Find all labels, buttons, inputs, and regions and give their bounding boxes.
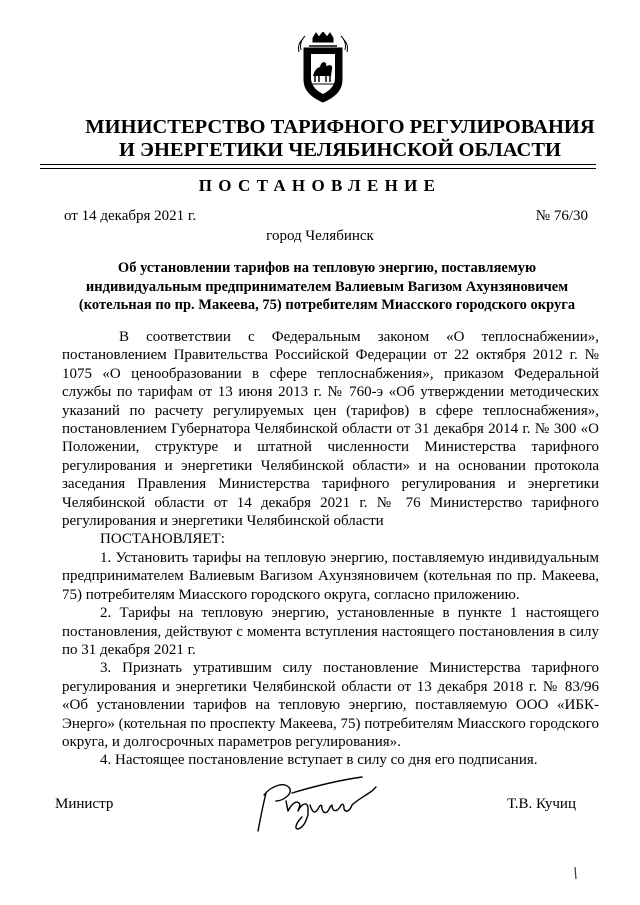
ministry-name-line2: И ЭНЕРГЕТИКИ ЧЕЛЯБИНСКОЙ ОБЛАСТИ (118, 139, 561, 161)
document-type: ПОСТАНОВЛЕНИЕ (198, 176, 442, 195)
ministry-name-line1: МИНИСТЕРСТВО ТАРИФНОГО РЕГУЛИРОВАНИЯ (85, 116, 595, 138)
scan-mark-icon (573, 866, 578, 880)
signatory-name: Т.В. Кучиц (507, 796, 576, 812)
signatory-role: Министр (55, 796, 114, 812)
decree-item-4: 4. Настоящее постановление вступает в силу со дня его подписания. (100, 752, 538, 769)
document-body (62, 328, 599, 770)
subject-line3: (котельная по пр. Макеева, 75) потребителям Миасского городского округа (78, 297, 576, 313)
document-date: от 14 декабря 2021 г. (64, 208, 197, 224)
header-divider-thin (40, 168, 596, 169)
ministry-name (60, 116, 620, 162)
document-subject (62, 259, 592, 315)
subject-line1: Об установлении тарифов на тепловую энергию, поставляемую (117, 260, 537, 276)
header-divider (40, 164, 596, 165)
subject-line2: индивидуальным предпринимателем Валиевым Вагизом Ахунзяновичем (85, 278, 569, 295)
handwritten-signature-icon (252, 771, 392, 833)
decree-item-1: 1. Установить тарифы на тепловую энергию, поставляемую индивидуальным предпринимателем Валиевым Вагизом Ахунзяновичем (котельная по пр. Макеева, 75) потребителям Миасского городского округа, согласно приложению. (62, 549, 599, 603)
document-city: город Челябинск (266, 228, 374, 244)
decree-word: ПОСТАНОВЛЯЕТ: (100, 531, 225, 548)
decree-item-3: 3. Признать утратившим силу постановление Министерства тарифного регулирования и энергетики Челябинской области от 13 декабря 2018 г. № 83/96 «Об установлении тарифов на тепловую энергию, поставляемую ООО «ИБК-Энерго» (котельная по проспекту Макеева, 75) потребителям Миасского городского округа, и долгосрочных параметров регулирования». (62, 660, 599, 750)
decree-item-2: 2. Тарифы на тепловую энергию, установленные в пункте 1 настоящего постановления, действуют с момента вступления настоящего постановления в силу по 31 декабря 2021 г. (62, 605, 599, 658)
document-number: № 76/30 (535, 208, 588, 224)
chelyabinsk-coat-of-arms-icon (295, 32, 351, 104)
preamble-paragraph: В соответствии с Федеральным законом «О теплоснабжении», постановлением Правительства Российской Федерации от 22 октября 2012 г. № 1075 «О ценообразовании в сфере теплоснабжения», приказом Федеральной службы по тарифам от 13 июня 2013 г. № 760-э «Об утверждении методических указаний по расчету регулируемых цен (тарифов) в сфере теплоснабжения», постановлением Губернатора Челябинской области от 31 декабря 2014 г. № 300 «О Положении, структуре и штатной численности Министерства тарифного регулирования и энергетики Челябинской области» и на основании протокола заседания Правления Министерства тарифного регулирования и энергетики Челябинской области от 14 декабря 2021 г. № 76 Министерство тарифного регулирования и энергетики Челябинской области (62, 329, 599, 530)
